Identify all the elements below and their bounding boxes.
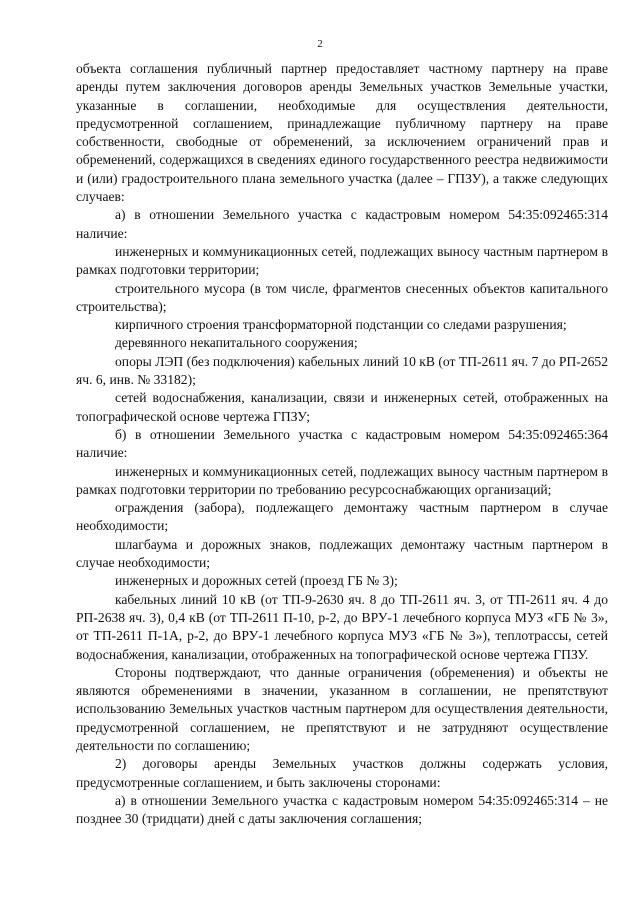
paragraph: кабельных линий 10 кВ (от ТП-9-2630 яч. 8 до ТП-2611 яч. 3, от ТП-2611 яч. 4 до РП-2638 яч. 3), 0,4 кВ (от ТП-2611 П-10, р-2, до ВРУ-1 лечебного корпуса МУЗ «ГБ № 3», от ТП-2611 П-1А, р-2, до ВРУ-1 лечебного корпуса МУЗ «ГБ № 3»), теплотрассы, сетей водоснабжения, канализации, отображенных на топографической основе чертежа ГПЗУ. [76,591,608,662]
paragraph: деревянного некапитального сооружения; [115,335,358,351]
paragraph: инженерных и дорожных сетей (проезд ГБ № 3); [115,573,398,589]
paragraph: инженерных и коммуникационных сетей, подлежащих выносу частным партнером в рамках подготовки территории по требованию ресурсоснабжающих организаций; [76,463,608,497]
paragraph: а) в отношении Земельного участка с кадастровым номером 54:35:092465:314 – не позднее 30 (тридцати) дней с даты заключения соглашения; [76,792,608,827]
paragraph: строительного мусора (в том числе, фрагментов снесенных объектов капитального строительства); [76,280,608,314]
page-number: 2 [317,38,323,50]
paragraph: б) в отношении Земельного участка с кадастровым номером 54:35:092465:364 наличие: [76,426,608,461]
paragraph: объекта соглашения публичный партнер предоставляет частному партнеру на праве аренды путем заключения договоров аренды Земельных участков Земельные участки, указанные в соглашении, необходимые для осуществления деятельности, предусмотренной соглашением, принадлежащие публичному партнеру на праве собственности, свободные от обременений, за исключением ограничений прав и обременений, содержащихся в сведениях единого государственного реестра недвижимости и (или) градостроительного плана земельного участка (далее – ГПЗУ), а также следующих случаев: [76,61,608,205]
paragraph: ограждения (забора), подлежащего демонтажу частным партнером в случае необходимости; [76,500,608,534]
paragraph: Стороны подтверждают, что данные ограничения (обременения) и объекты не являются обременениями в значении, указанном в соглашении, не препятствуют использованию Земельных участков частным партнером для осуществления деятельности, предусмотренной соглашением, не препятствуют и не затрудняют осуществление деятельности по соглашению; [76,664,608,753]
paragraph: шлагбаума и дорожных знаков, подлежащих демонтажу частным партнером в случае необходимости; [76,536,608,571]
paragraph: а) в отношении Земельного участка с кадастровым номером 54:35:092465:314 наличие: [76,207,608,241]
paragraph: опоры ЛЭП (без подключения) кабельных линий 10 кВ (от ТП-2611 яч. 7 до РП-2652 яч. 6, инв. № 33182); [76,353,608,388]
paragraph: сетей водоснабжения, канализации, связи и инженерных сетей, отображенных на топографической основе чертежа ГПЗУ; [76,390,608,424]
paragraph: инженерных и коммуникационных сетей, подлежащих выносу частным партнером в рамках подготовки территории; [76,243,608,278]
paragraph: 2) договоры аренды Земельных участков должны содержать условия, предусмотренные соглашением, и быть заключены сторонами: [76,756,608,790]
document-body [76,60,608,828]
paragraph: кирпичного строения трансформаторной подстанции со следами разрушения; [115,317,567,333]
